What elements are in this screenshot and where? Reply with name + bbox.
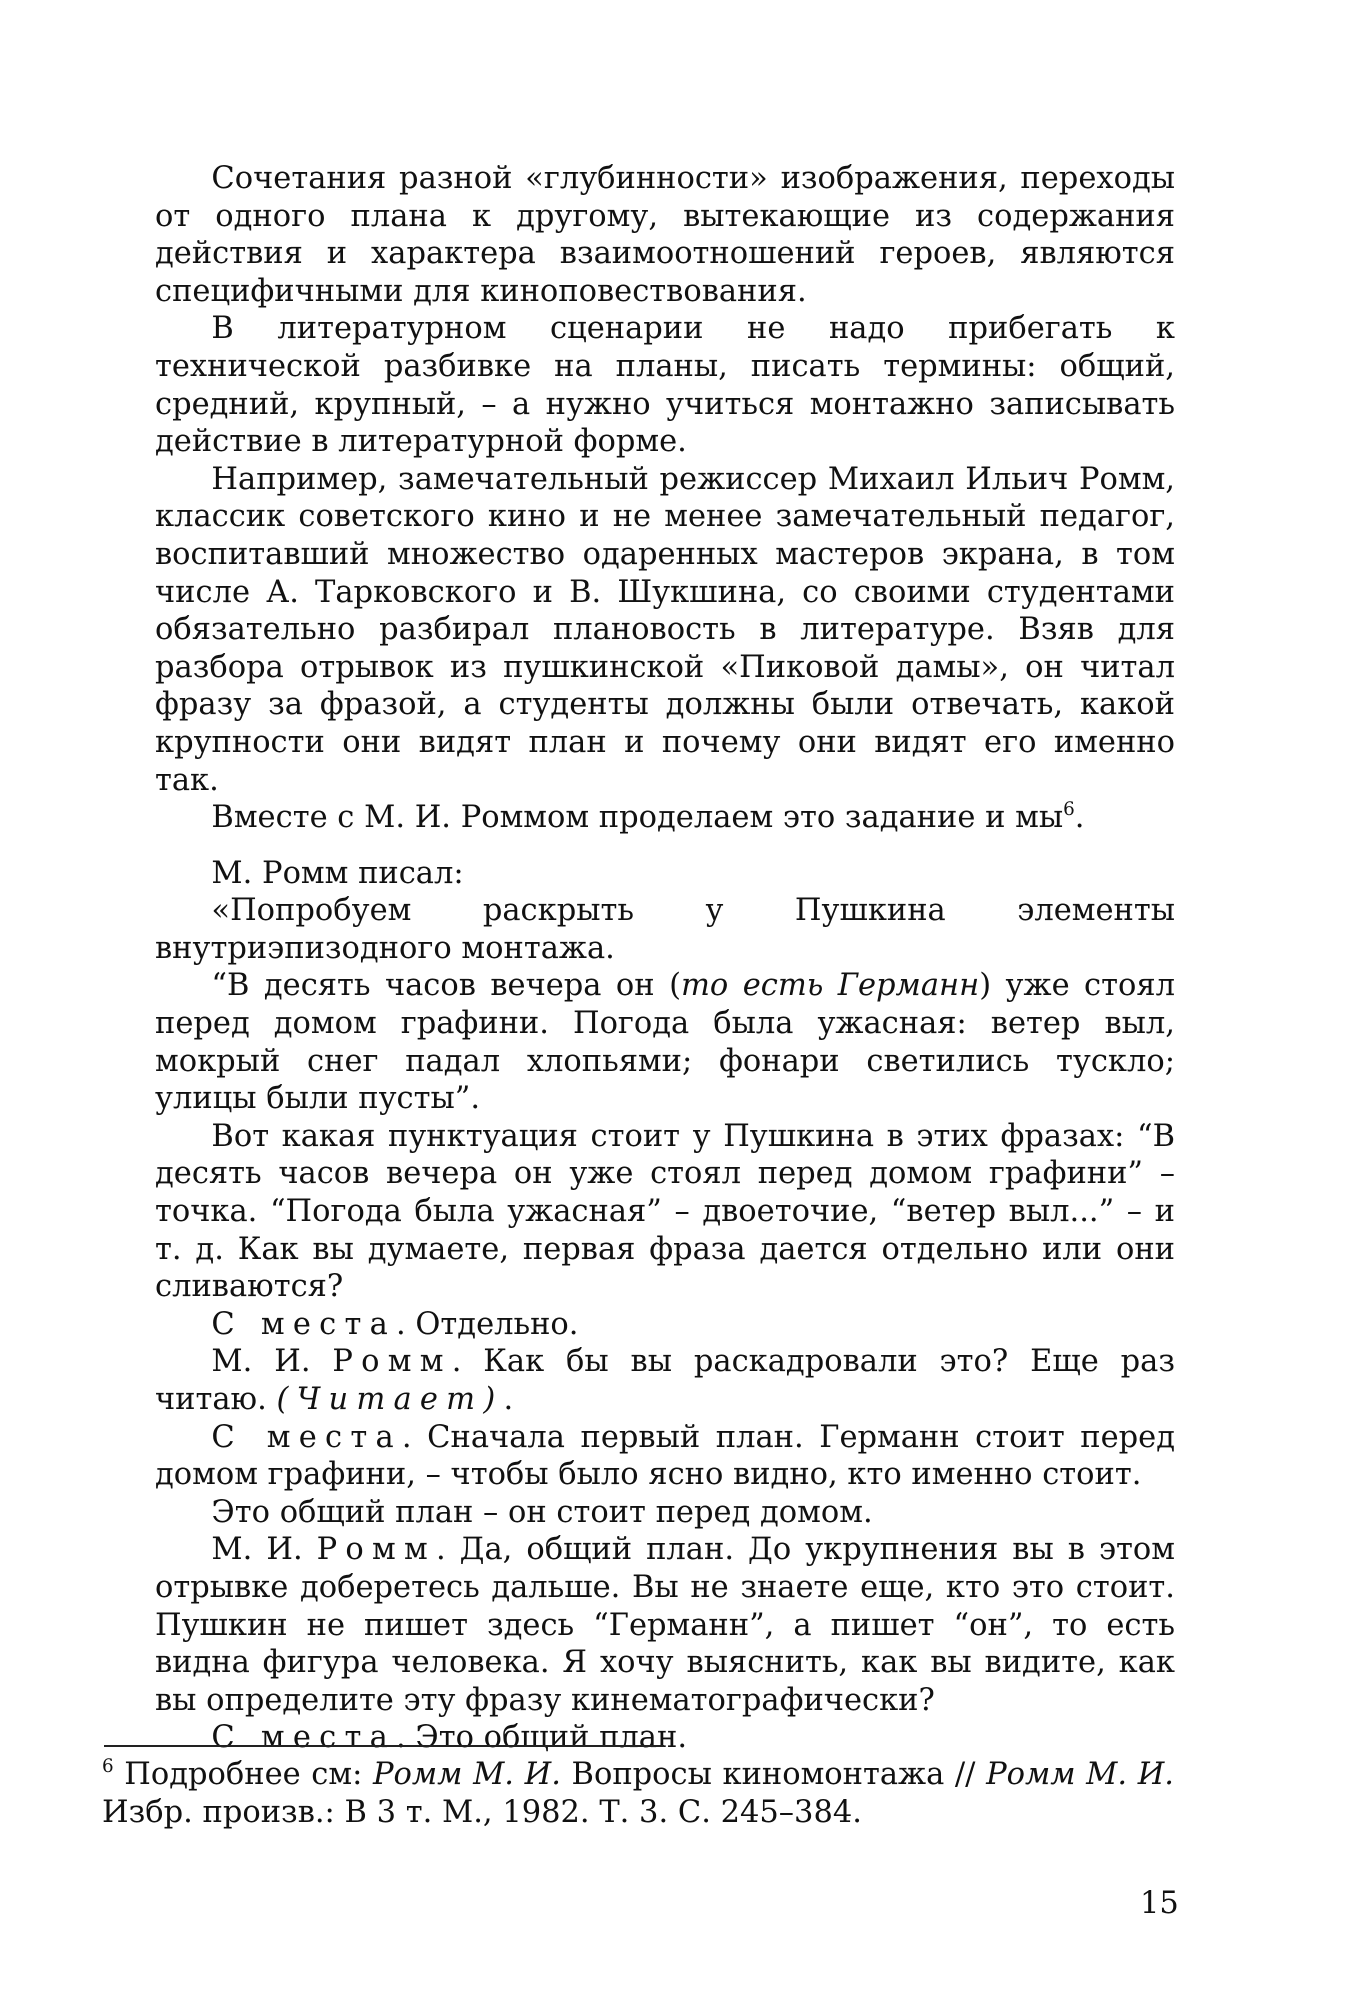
main-text	[155, 160, 1175, 1757]
dialogue-line-4	[155, 1531, 1175, 1719]
footnote-text	[102, 1756, 1174, 1832]
speaker-initials: М. И.	[211, 1532, 317, 1568]
paragraph-4-text: Вместе с М. И. Роммом проделаем это задание и мы	[211, 800, 1064, 836]
footnote	[102, 1756, 1174, 1832]
dialogue-text: . Как бы вы раскадровали это? Еще раз читаю.	[155, 1344, 1175, 1417]
speaker-name: Ромм	[332, 1344, 452, 1380]
speaker-name: Ромм	[316, 1532, 436, 1568]
speaker-name: С места	[211, 1306, 397, 1342]
footnote-author: Ромм М. И.	[373, 1757, 561, 1792]
dialogue-text: . Сначала первый план. Германн стоит перед домом графини, – чтобы было ясно видно, кто именно стоит.	[155, 1419, 1176, 1493]
paragraph-5: М. Ромм писал:	[211, 855, 464, 891]
footnote-divider	[104, 1745, 664, 1747]
paragraph-2: В литературном сценарии не надо прибегать к технической разбивке на планы, писать термины: общий, средний, крупный, – а нужно учиться монтажно записывать действие в литературной форме.	[155, 311, 1175, 460]
speaker-name: С места	[211, 1419, 402, 1455]
quote-part-b: ) уже стоял перед домом графини. Погода была ужасная: ветер выл, мокрый снег падал хлопьями; фонари светились тускло; улицы были пусты”.	[155, 968, 1175, 1117]
page-number: 15	[1140, 1886, 1179, 1921]
quote-part-a: “В десять часов вечера он (	[211, 968, 681, 1004]
paragraph-4	[155, 799, 1175, 837]
paragraph-12: Это общий план – он стоит перед домом.	[211, 1494, 873, 1530]
dialogue-line-1	[155, 1306, 1175, 1344]
footnote-reference: 6	[1063, 799, 1075, 821]
footnote-title: Вопросы киномонтажа //	[560, 1757, 987, 1792]
dialogue-end: .	[503, 1382, 514, 1417]
dialogue-text: . Это общий план.	[396, 1720, 688, 1756]
dialogue-line-3	[155, 1419, 1175, 1494]
dialogue-line-2	[155, 1343, 1175, 1418]
paragraph-1: Сочетания разной «глубинности» изображения, переходы от одного плана к другому, вытекающие из содержания действия и характера взаимоотношений героев, являются специфичными для киноповествования.	[155, 161, 1175, 309]
speaker-name: С места	[211, 1720, 397, 1756]
paragraph-7-quote	[155, 967, 1175, 1117]
footnote-number: 6	[102, 1756, 114, 1778]
dialogue-text: . Отдельно.	[396, 1306, 579, 1342]
speaker-initials: М. И.	[211, 1344, 333, 1380]
paragraph-6: «Попробуем раскрыть у Пушкина элементы внутриэпизодного монтажа.	[155, 893, 1175, 966]
dialogue-text: . Да, общий план. До укрупнения вы в этом отрывке доберетесь дальше. Вы не знаете еще, кто это стоит. Пушкин не пишет здесь “Германн”, а пишет “он”, то есть видна фигура человека. Я хочу выяснить, как вы видите, как вы определите эту фразу кинематографически?	[155, 1532, 1175, 1718]
stage-remark: (Читает)	[276, 1382, 504, 1417]
quote-italic-aside: то есть Германн	[680, 968, 980, 1004]
paragraph-4-end: .	[1074, 800, 1085, 836]
footnote-publication: Избр. произв.: В 3 т. М., 1982. Т. 3. С. 245–384.	[102, 1795, 862, 1830]
paragraph-8: Вот какая пунктуация стоит у Пушкина в этих фразах: “В десять часов вечера он уже стоял перед домом графини” – точка. “Погода была ужасная” – двоеточие, “ветер выл...” – и т. д. Как вы думаете, первая фраза дается отдельно или они сливаются?	[155, 1118, 1175, 1305]
footnote-lead: Подробнее см:	[113, 1757, 373, 1792]
dialogue-line-5	[155, 1719, 1175, 1757]
paragraph-3: Например, замечательный режиссер Михаил Ильич Ромм, классик советского кино и не менее замечательный педагог, воспитавший множество одаренных мастеров экрана, в том числе А. Тарковского и В. Шукшина, со своими студентами обязательно разбирал плановость в литературе. Взяв для разбора отрывок из пушкинской «Пиковой дамы», он читал фразу за фразой, а студенты должны были отвечать, какой крупности они видят план и почему они видят его именно так.	[155, 461, 1175, 798]
footnote-author: Ромм М. И.	[986, 1757, 1175, 1792]
